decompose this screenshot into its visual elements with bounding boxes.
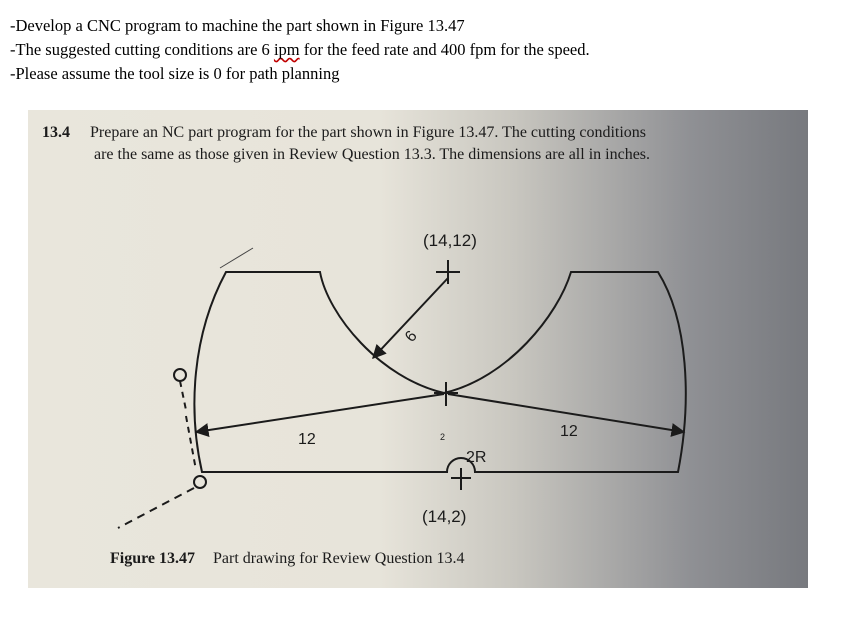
radius-arrow-left [196, 394, 444, 432]
label-top-center: (14,12) [423, 231, 477, 250]
label-bottom-radius: 2R [466, 449, 487, 466]
left-top-marker [174, 369, 186, 381]
instruction-line-3: -Please assume the tool size is 0 for path planning [10, 64, 340, 83]
spellcheck-flagged-word: ipm [273, 40, 300, 59]
question-number: 13.4 [42, 124, 70, 141]
label-bottom-center: (14,2) [422, 507, 467, 526]
instruction-line-2-end: for the feed rate and 400 fpm for the speed. [299, 40, 590, 59]
instructions-block [10, 14, 590, 86]
label-right-radius: 12 [560, 423, 578, 440]
label-top-radius: 6 [402, 327, 421, 346]
left-bottom-marker [194, 476, 206, 488]
textbook-photo [28, 110, 808, 588]
figure-caption [110, 550, 465, 568]
label-small-mark: 2 [440, 432, 446, 442]
instruction-line-2 [10, 38, 590, 62]
part-drawing [28, 110, 808, 588]
instruction-line-2-start: -The suggested cutting conditions are 6 [10, 40, 274, 59]
dashed-leader [118, 488, 194, 528]
question-line-2: are the same as those given in Review Question 13.3. The dimensions are all in inches. [94, 146, 651, 163]
part-outline [194, 272, 685, 472]
question-line-1: Prepare an NC part program for the part shown in Figure 13.47. The cutting conditions [90, 124, 647, 141]
figure-caption-text: Part drawing for Review Question 13.4 [213, 550, 465, 567]
radius-arrow-top [373, 278, 448, 358]
figure-label: Figure 13.47 [110, 550, 196, 567]
instruction-line-1: -Develop a CNC program to machine the part shown in Figure 13.47 [10, 16, 465, 35]
label-left-radius: 12 [298, 431, 316, 448]
